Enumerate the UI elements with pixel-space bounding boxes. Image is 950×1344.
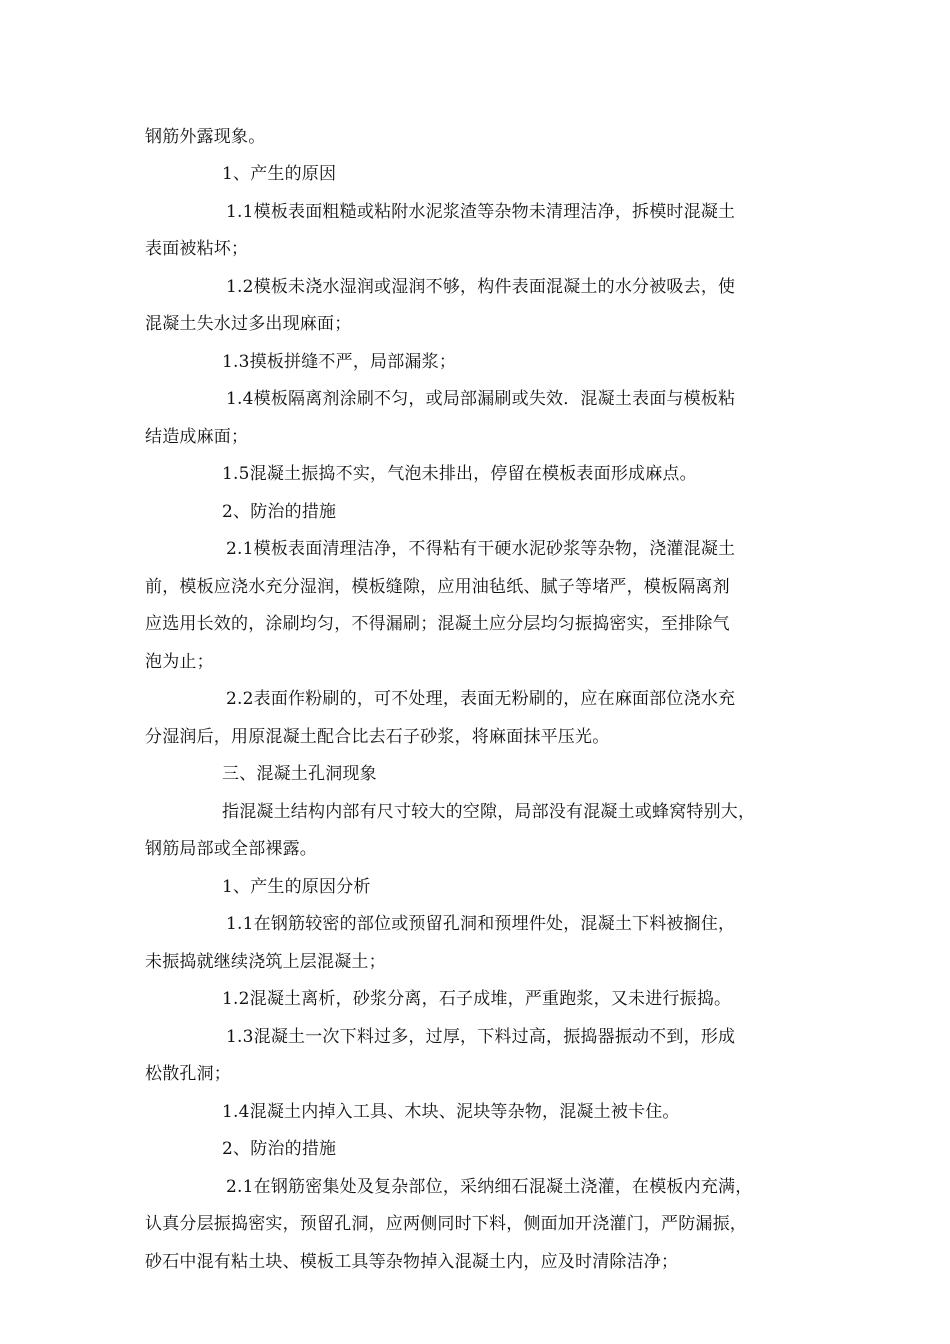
text-line: 泡为止；: [145, 652, 214, 672]
section-heading: 1、产生的原因分析: [222, 877, 371, 897]
section-heading: 1、产生的原因: [222, 164, 337, 184]
text-line: 1.1模板表面粗糙或粘附水泥浆渣等杂物未清理洁净，拆模时混凝土: [226, 202, 736, 222]
text-line: 分湿润后，用原混凝土配合比去石子砂浆，将麻面抹平压光。: [145, 727, 610, 747]
text-line: 前，模板应浇水充分湿润，模板缝隙，应用油毡纸、腻子等堵严，模板隔离剂: [145, 577, 730, 597]
section-heading: 2、防治的措施: [222, 502, 337, 522]
text-line: 混凝土失水过多出现麻面；: [145, 314, 352, 334]
section-heading: 2、防治的措施: [222, 1139, 337, 1159]
text-line: 未振捣就继续浇筑上层混凝土；: [145, 952, 386, 972]
text-line: 结造成麻面；: [145, 427, 249, 447]
text-line: 2.2表面作粉刷的，可不处理，表面无粉刷的，应在麻面部位浇水充: [226, 689, 736, 709]
text-line: 应选用长效的，涂刷均匀，不得漏刷；混凝土应分层均匀振捣密实，至排除气: [145, 614, 730, 634]
section-heading: 三、混凝土孔洞现象: [222, 764, 377, 784]
text-line: 1.4混凝土内掉入工具、木块、泥块等杂物，混凝土被卡住。: [222, 1102, 680, 1122]
text-line: 砂石中混有粘土块、模板工具等杂物掉入混凝土内，应及时清除洁净；: [145, 1252, 679, 1272]
text-line: 1.2混凝土离析，砂浆分离，石子成堆，严重跑浆，又未进行振捣。: [222, 989, 732, 1009]
text-line: 指混凝土结构内部有尺寸较大的空隙，局部没有混凝土或蜂窝特别大，: [222, 802, 756, 822]
text-line: 1.4模板隔离剂涂刷不匀，或局部漏刷或失效．混凝土表面与模板粘: [226, 389, 736, 409]
text-line: 松散孔洞；: [145, 1064, 231, 1084]
text-line: 1.1在钢筋较密的部位或预留孔洞和预埋件处，混凝土下料被搁住，: [226, 914, 736, 934]
text-line: 表面被粘坏；: [145, 239, 249, 259]
text-line: 钢筋局部或全部裸露。: [145, 839, 317, 859]
text-line: 2.1模板表面清理洁净，不得粘有干硬水泥砂浆等杂物，浇灌混凝土: [226, 539, 736, 559]
text-line: 钢筋外露现象。: [145, 127, 266, 147]
text-line: 1.3混凝土一次下料过多，过厚，下料过高，振捣器振动不到，形成: [226, 1027, 736, 1047]
text-line: 认真分层振捣密实，预留孔洞，应两侧同时下料，侧面加开浇灌门，严防漏振，: [145, 1214, 747, 1234]
text-line: 1.3摸板拼缝不严，局部漏浆；: [222, 352, 457, 372]
text-line: 2.1在钢筋密集处及复杂部位，采纳细石混凝土浇灌，在模板内充满，: [226, 1177, 753, 1197]
text-line: 1.2模板未浇水湿润或湿润不够，构件表面混凝土的水分被吸去，使: [226, 277, 736, 297]
text-line: 1.5混凝土振捣不实，气泡未排出，停留在模板表面形成麻点。: [222, 464, 697, 484]
